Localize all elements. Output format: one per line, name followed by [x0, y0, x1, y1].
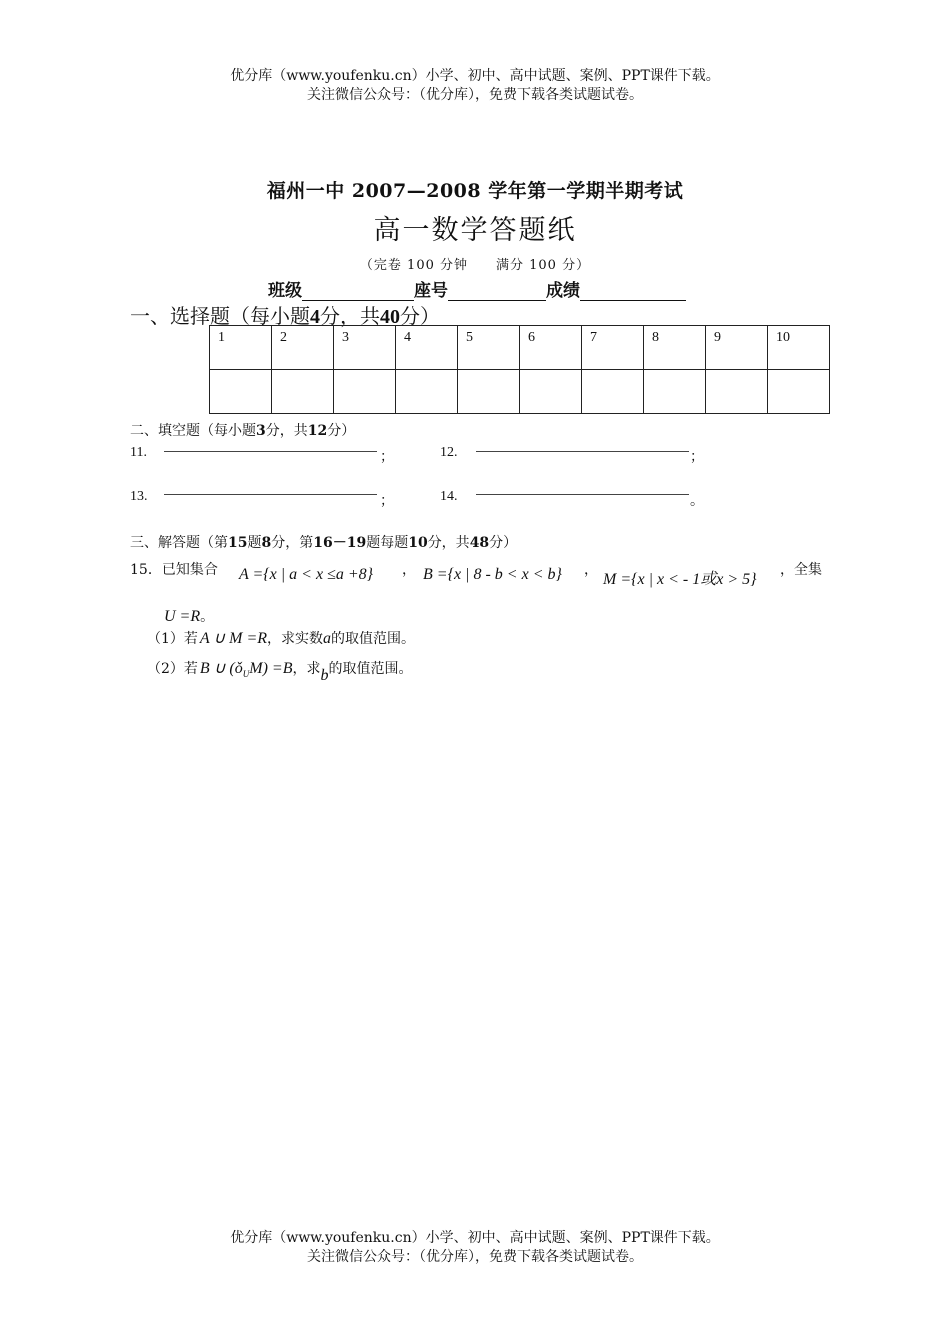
section-3-num: 16－19	[313, 535, 367, 551]
q15-comma-2: ，	[584, 562, 598, 578]
choice-number-row	[210, 326, 830, 370]
section-3-text: 题每题	[366, 535, 409, 551]
choice-num: 1	[210, 326, 272, 370]
choice-answer-row	[210, 370, 830, 414]
q15-lead: 15．已知集合	[130, 562, 218, 578]
choice-num: 8	[644, 326, 706, 370]
choice-answer-cell[interactable]	[706, 370, 768, 414]
section-1-prefix: 一、选择题（每小题	[130, 304, 310, 328]
fill-blank-11-end: ；	[380, 450, 394, 465]
choice-num: 4	[396, 326, 458, 370]
fill-blank-13-end: ；	[380, 494, 394, 509]
section-3-text: 分，共	[427, 535, 470, 551]
q15-part-1-lead: （1）若	[147, 631, 198, 647]
section-1-suffix: 分）	[400, 304, 440, 328]
q15-universe-end: 。	[200, 609, 215, 625]
section-3-num: 48	[469, 535, 490, 551]
section-2-mid: 分，共	[265, 423, 308, 439]
seat-label: 座号	[414, 281, 448, 301]
q15-tail: ，全集	[780, 562, 822, 578]
q15-part-2-text: ，求	[292, 661, 321, 677]
exam-title: 福州一中 2007—2008 学年第一学期半期考试	[266, 180, 684, 202]
footer-line-1: 优分库（www.youfenku.cn）小学、初中、高中试题、案例、PPT课件下载。	[230, 1230, 720, 1246]
section-3-text: 题	[247, 535, 262, 551]
q15-part-1-text: ，求实数	[267, 631, 324, 647]
section-3-num: 10	[408, 535, 428, 551]
q15-set-b: B ={x | 8 - b < x < b}	[423, 566, 562, 583]
q15-part-1-text-2: 的取值范围。	[331, 631, 416, 647]
section-2-heading	[130, 420, 355, 440]
header-line-1: 优分库（www.youfenku.cn）小学、初中、高中试题、案例、PPT课件下载。	[230, 68, 720, 84]
choice-answer-cell[interactable]	[582, 370, 644, 414]
choice-answer-cell[interactable]	[210, 370, 272, 414]
q15-comma-1: ，	[402, 562, 416, 578]
choice-num: 10	[768, 326, 830, 370]
choice-num: 7	[582, 326, 644, 370]
q15-part-1-var: a	[323, 630, 332, 647]
fill-blank-13-line[interactable]	[164, 494, 377, 495]
choice-num: 6	[520, 326, 582, 370]
fill-blank-14-number: 14.	[440, 489, 458, 504]
section-2-suffix: 分）	[327, 423, 356, 439]
student-info-line	[268, 276, 686, 301]
class-label: 班级	[268, 281, 302, 301]
section-3-heading	[130, 532, 517, 552]
section-2-prefix: 二、填空题（每小题	[130, 423, 256, 439]
header-line-2: 关注微信公众号：（优分库），免费下载各类试题试卷。	[307, 87, 643, 103]
fill-blank-12-number: 12.	[440, 445, 458, 460]
q15-part-2-expr-2: M) =B	[249, 660, 293, 677]
q15-part-2-lead: （2）若	[147, 661, 198, 677]
choice-num: 9	[706, 326, 768, 370]
exam-duration-note: （完卷 100 分钟 满分 100 分）	[359, 258, 591, 273]
class-blank[interactable]	[302, 282, 414, 301]
q15-part-2-text-2: 的取值范围。	[328, 661, 413, 677]
section-2-total: 12	[307, 423, 328, 439]
fill-blank-11-line[interactable]	[164, 451, 377, 452]
section-3-text: 分，第	[271, 535, 314, 551]
fill-blank-12-line[interactable]	[476, 451, 689, 452]
choice-answer-cell[interactable]	[520, 370, 582, 414]
choice-num: 2	[272, 326, 334, 370]
section-1-points: 4	[310, 306, 320, 328]
score-blank[interactable]	[580, 282, 686, 301]
q15-part-1	[147, 628, 415, 648]
q15-part-2	[147, 658, 413, 684]
q15-set-a: A ={x | a < x ≤a +8}	[239, 566, 374, 583]
fill-blank-11-number: 11.	[130, 445, 147, 460]
q15-universe: U =R	[164, 608, 201, 625]
choice-num: 3	[334, 326, 396, 370]
section-1-mid: 分，共	[320, 304, 380, 328]
choice-answer-cell[interactable]	[334, 370, 396, 414]
choice-answer-cell[interactable]	[768, 370, 830, 414]
q15-part-2-sub: U	[242, 669, 250, 680]
choice-num: 5	[458, 326, 520, 370]
q15-part-2-var: b	[320, 667, 329, 684]
q15-part-1-expr: A ∪ M =R	[199, 630, 268, 647]
fill-blank-14-end: 。	[690, 494, 704, 509]
section-3-text: 三、解答题（第	[130, 535, 228, 551]
q15-set-m: M ={x | x < - 1或x > 5}	[603, 571, 757, 588]
section-3-num: 8	[261, 535, 272, 551]
fill-blank-13-number: 13.	[130, 489, 148, 504]
choice-answer-table	[209, 325, 830, 414]
section-3-num: 15	[228, 535, 248, 551]
section-3-text: 分）	[489, 535, 518, 551]
section-2-points: 3	[256, 423, 266, 439]
fill-blank-14-line[interactable]	[476, 494, 689, 495]
choice-answer-cell[interactable]	[458, 370, 520, 414]
footer-line-2: 关注微信公众号：（优分库），免费下载各类试题试卷。	[307, 1249, 643, 1265]
choice-answer-cell[interactable]	[272, 370, 334, 414]
score-label: 成绩	[546, 281, 580, 301]
choice-answer-cell[interactable]	[396, 370, 458, 414]
q15-universe-line	[164, 606, 214, 626]
choice-answer-cell[interactable]	[644, 370, 706, 414]
q15-part-2-expr: B ∪ (ǒ	[199, 660, 243, 677]
section-1-total: 40	[380, 306, 400, 328]
answer-sheet-title: 高一数学答题纸	[373, 215, 577, 246]
fill-blank-12-end: ；	[690, 450, 704, 465]
seat-blank[interactable]	[448, 282, 546, 301]
